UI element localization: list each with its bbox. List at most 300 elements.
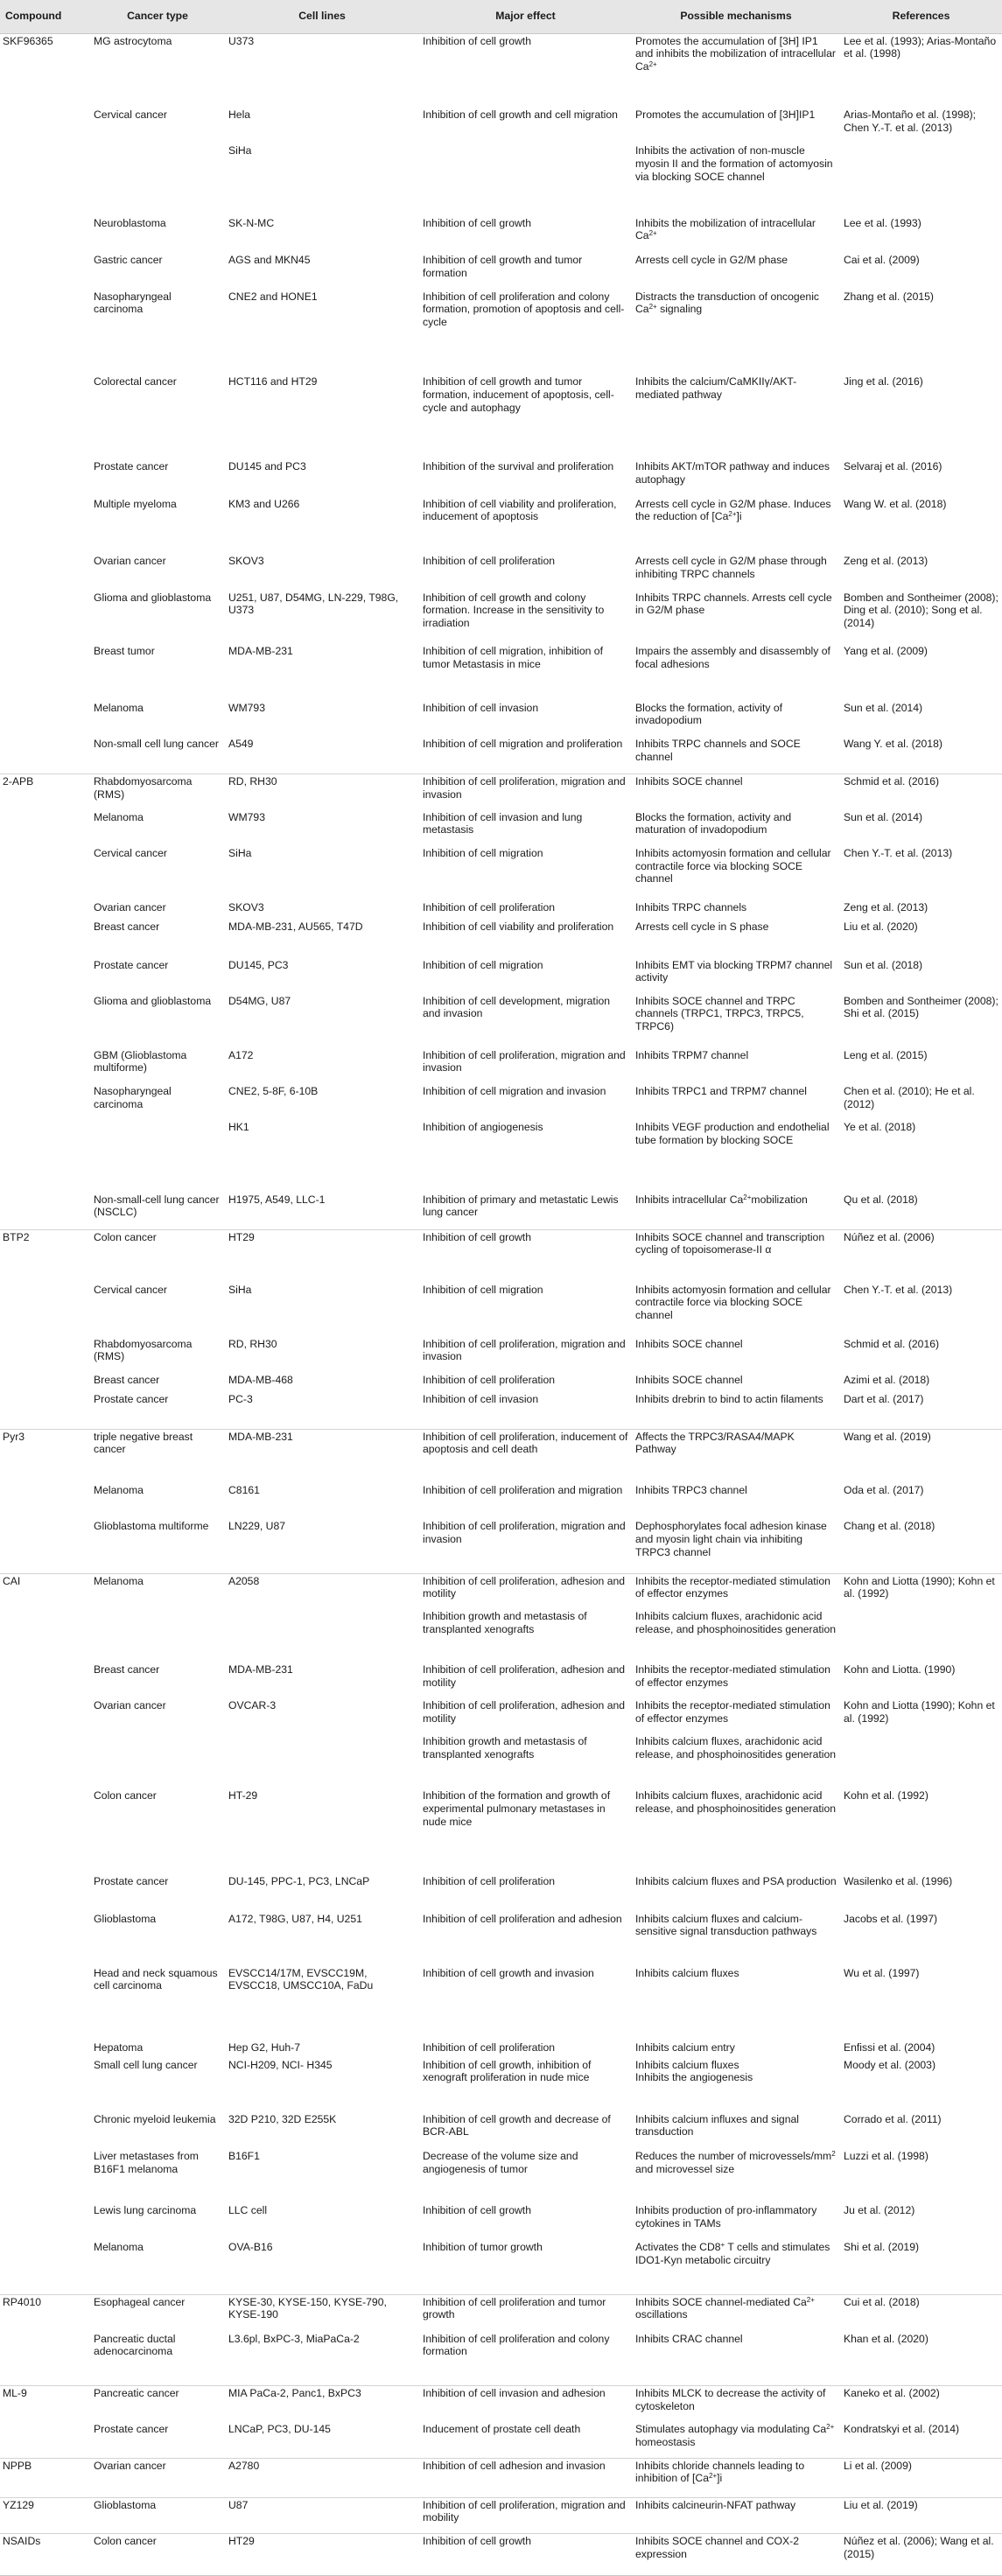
cell-cell-lines [225, 1734, 419, 1788]
cell-mechanism: Inhibits the activation of non-muscle myosin II and the formation of actomyosin via blocking SOCE channel [635, 144, 833, 183]
cell-references: Selvaraj et al. (2016) [844, 460, 942, 473]
cell-compound [0, 1392, 90, 1430]
cell-compound [0, 591, 90, 645]
cell-mechanism: Inhibits TRPM7 channel [635, 1048, 749, 1061]
table-row [0, 1912, 1002, 1966]
cell-cancer-type: Glioma and glioblastoma [94, 994, 212, 1007]
table-row [0, 554, 1002, 590]
cell-references: Qu et al. (2018) [844, 1193, 918, 1206]
cell-compound [0, 1084, 90, 1120]
cell-references: Jing et al. (2016) [844, 375, 923, 388]
table-row [0, 216, 1002, 254]
cell-mechanism: Inhibits TRPC channels and SOCE channel [635, 738, 801, 763]
cell-mechanism: Inhibits TRPC channels [635, 900, 747, 914]
cell-mechanism: Inhibits SOCE channel [632, 774, 840, 810]
cell-compound: CAI [0, 1573, 90, 1609]
cell-mechanism: Inhibits SOCE channel and transcription cycling of topoisomerase-II α [632, 1229, 840, 1283]
cell-major-effect: Inhibition of cell viability and proliferation, inducement of apoptosis [423, 497, 617, 523]
cell-mechanism: Inhibits SOCE channel and COX-2 expression [632, 2533, 840, 2575]
cell-references: Oda et al. (2017) [844, 1484, 924, 1497]
cell-cancer-type: Ovarian cancer [94, 1699, 166, 1712]
table-row [0, 1392, 1002, 1430]
cell-cell-lines: SKOV3 [228, 555, 264, 568]
cell-cancer-type: Cervical cancer [94, 847, 167, 860]
cell-cell-lines: DU145, PC3 [228, 958, 289, 971]
cell-references: Leng et al. (2015) [844, 1048, 928, 1061]
cell-references: Cui et al. (2018) [840, 2294, 1002, 2332]
table-row [0, 108, 1002, 144]
cell-major-effect: Inhibition of cell proliferation and adhesion [423, 1912, 622, 1925]
cell-compound: NSAIDs [0, 2533, 90, 2575]
cell-cancer-type: Melanoma [90, 1573, 225, 1609]
cell-mechanism: Affects the TRPC3/RASA4/MAPK Pathway [632, 1429, 840, 1483]
cell-cell-lines: SKOV3 [228, 900, 264, 914]
table-row [0, 591, 1002, 645]
cell-references: Khan et al. (2020) [844, 2332, 928, 2345]
cell-references: Yang et al. (2009) [844, 645, 928, 658]
cell-compound [0, 1373, 90, 1392]
cell-cell-lines: A172 [228, 1048, 254, 1061]
cell-cancer-type: Breast tumor [94, 645, 155, 658]
cell-references: Kohn and Liotta (1990); Kohn et al. (1992) [840, 1573, 1002, 1609]
cell-compound [0, 253, 90, 289]
cell-references: Bomben and Sontheimer (2008); Shi et al. (2015) [844, 994, 998, 1020]
table-row [0, 994, 1002, 1048]
table-row [0, 253, 1002, 289]
cell-cancer-type: Glioblastoma multiforme [94, 1520, 209, 1533]
table-row [0, 1698, 1002, 1734]
cell-mechanism: Inhibits calcineurin-NFAT pathway [632, 2497, 840, 2533]
cell-mechanism: Stimulates autophagy via modulating $Ca^{2+}$ homeostasis [635, 2422, 835, 2448]
column-header-cancer-type: Cancer type [90, 0, 225, 33]
cell-references: Lee et al. (1993) [844, 216, 921, 229]
table-row [0, 497, 1002, 555]
cell-major-effect: Inhibition of cell proliferation, migration and invasion [423, 1337, 626, 1363]
cell-cancer-type: Prostate cancer [94, 2422, 169, 2435]
cell-cell-lines: RD, RH30 [225, 774, 419, 810]
cell-mechanism: Inhibits TRPC channels. Arrests cell cycle in G2/M phase [635, 591, 832, 617]
cell-references: Liu et al. (2020) [844, 920, 918, 933]
cell-cell-lines: SiHa [228, 847, 252, 860]
cell-cell-lines: HCT116 and HT29 [228, 375, 318, 388]
cell-references: Kohn and Liotta (1990); Kohn et al. (1992) [844, 1699, 995, 1725]
table-row [0, 846, 1002, 900]
cell-cancer-type [90, 144, 225, 215]
table-header-row [0, 0, 1002, 33]
cell-cell-lines: A549 [228, 738, 254, 751]
table-row [0, 2112, 1002, 2150]
cell-references: Kaneko et al. (2002) [840, 2386, 1002, 2422]
cell-cancer-type: Colon cancer [94, 1789, 157, 1802]
cell-major-effect: Inhibition of cell proliferation and migration [423, 1484, 623, 1497]
cell-major-effect: Inhibition of cell proliferation and colony formation [423, 2332, 610, 2358]
cell-references: Corrado et al. (2011) [844, 2112, 942, 2125]
cell-cell-lines: HT29 [225, 2533, 419, 2575]
cell-references: Wang W. et al. (2018) [844, 497, 947, 510]
cell-mechanism: Inhibits calcium fluxes and PSA production [635, 1875, 837, 1888]
table-row [0, 1373, 1002, 1392]
cell-cancer-type: Glioma and glioblastoma [94, 591, 212, 604]
table-row [0, 2294, 1002, 2332]
cell-compound: SKF96365 [3, 34, 53, 47]
cell-cancer-type: Glioblastoma [90, 2497, 225, 2533]
table-row [0, 2203, 1002, 2241]
cell-cancer-type [90, 1120, 225, 1192]
cell-mechanism: Inhibits chloride channels leading to inhibition of $[Ca^{2+}]i$ [632, 2458, 840, 2497]
table-row [0, 2240, 1002, 2294]
cell-major-effect: Inhibition of cell growth and tumor formation [423, 254, 583, 279]
cell-cancer-type: Lewis lung carcinoma [94, 2203, 197, 2216]
cell-major-effect: Inhibition growth and metastasis of transplanted xenografts [423, 1735, 587, 1761]
column-header-major-effect: Major effect [419, 0, 632, 33]
cell-mechanism: Inhibits AKT/mTOR pathway and induces autophagy [635, 460, 830, 486]
cell-cell-lines: U373 [228, 34, 255, 47]
cell-cell-lines: A2780 [225, 2458, 419, 2497]
cell-mechanism: Arrests cell cycle in G2/M phase through inhibiting TRPC channels [635, 555, 827, 580]
cell-compound [0, 900, 90, 920]
cell-major-effect: Inhibition of cell migration and invasion [423, 1084, 606, 1097]
cell-mechanism: Inhibits intracellular $Ca^{2+}mobilization$ [635, 1193, 808, 1206]
cell-major-effect: Inhibition of cell growth [419, 2533, 632, 2575]
cell-major-effect: Inhibition of cell growth and invasion [423, 1966, 594, 1979]
cell-mechanism: Dephosphorylates focal adhesion kinase and myosin light chain via inhibiting TRPC3 channel [635, 1520, 827, 1558]
cell-cell-lines: Hep G2, Huh-7 [228, 2040, 300, 2054]
table-row [0, 2497, 1002, 2533]
cell-compound: RP4010 [0, 2294, 90, 2332]
cell-references: Zeng et al. (2013) [844, 900, 928, 914]
cell-major-effect: Inhibition growth and metastasis of transplanted xenografts [423, 1610, 587, 1635]
cell-major-effect: Inhibition of cell growth, inhibition of xenograft proliferation in nude mice [423, 2058, 592, 2084]
cell-cell-lines: OVA-B16 [228, 2241, 273, 2254]
cell-major-effect: Inhibition of cell migration and proliferation [423, 738, 623, 751]
cell-cancer-type: Melanoma [94, 810, 144, 823]
cell-mechanism: Promotes the accumulation of [3H]IP1 [635, 108, 816, 122]
table-row [0, 2458, 1002, 2497]
cell-mechanism: Inhibits actomyosin formation and cellular contractile force via blocking SOCE channel [635, 1283, 831, 1321]
cell-major-effect: Inhibition of cell proliferation, adhesion and motility [419, 1573, 632, 1609]
cell-major-effect: Inducement of prostate cell death [423, 2422, 581, 2435]
table-row [0, 1120, 1002, 1192]
cell-mechanism: Promotes the accumulation of [3H] IP1 and inhibits the mobilization of intracellular $Ca^{2+}$ [635, 34, 836, 73]
cell-mechanism: Inhibits SOCE channel and TRPC channels (TRPC1, TRPC3, TRPC5, TRPC6) [635, 994, 804, 1033]
cell-cell-lines: SK-N-MC [228, 216, 275, 229]
table-row [0, 2040, 1002, 2058]
cell-mechanism: Inhibits calcium fluxes, arachidonic acid release, and phosphoinositides generation [635, 1610, 837, 1635]
cell-mechanism: Inhibits the mobilization of intracellular $Ca^{2+}$ [635, 216, 816, 242]
cell-references: Wang Y. et al. (2018) [844, 738, 942, 751]
cell-mechanism: Inhibits production of pro-inflammatory cytokines in TAMs [635, 2203, 817, 2230]
cell-mechanism: Inhibits the calcium/CaMKIIγ/AKT-mediated pathway [635, 375, 797, 402]
cell-cancer-type: Cervical cancer [94, 108, 167, 122]
cell-references: Wu et al. (1997) [844, 1966, 920, 1979]
cell-major-effect: Inhibition of cell proliferation, migration and invasion [423, 1048, 626, 1074]
cell-mechanism: Inhibits calcium fluxes, arachidonic acid release, and phosphoinositides generation [635, 1735, 837, 1761]
cell-compound [0, 994, 90, 1048]
cell-major-effect: Inhibition of cell growth and cell migration [423, 108, 618, 122]
cell-references [840, 1734, 1002, 1788]
cell-cancer-type: Colon cancer [90, 2533, 225, 2575]
cell-mechanism: Inhibits drebrin to bind to actin filaments [635, 1392, 823, 1405]
cell-cancer-type: Ovarian cancer [94, 900, 166, 914]
table-row [0, 2533, 1002, 2575]
cell-cell-lines: DU-145, PPC-1, PC3, LNCaP [228, 1875, 370, 1888]
cell-mechanism: Inhibits TRPC1 and TRPM7 channel [635, 1084, 808, 1097]
cell-major-effect: Inhibition of cell proliferation [423, 900, 556, 914]
cell-references: Núñez et al. (2006) [840, 1229, 1002, 1283]
cell-cancer-type: Pancreatic cancer [90, 2386, 225, 2422]
cell-compound [0, 1483, 90, 1519]
cell-mechanism: Inhibits MLCK to decrease the activity of cytoskeleton [632, 2386, 840, 2422]
cell-cancer-type [90, 1734, 225, 1788]
table-row [0, 1662, 1002, 1698]
cell-mechanism: Impairs the assembly and disassembly of focal adhesions [635, 645, 830, 671]
cell-cell-lines: U87 [225, 2497, 419, 2533]
cell-cell-lines: MDA-MB-231 [228, 1662, 293, 1676]
cell-compound [0, 846, 90, 900]
cell-major-effect: Inhibition of cell proliferation [423, 1875, 556, 1888]
cell-major-effect: Inhibition of cell proliferation, migration and mobility [419, 2497, 632, 2533]
table-row [0, 1048, 1002, 1084]
table-row [0, 290, 1002, 375]
cell-major-effect: Inhibition of cell migration, inhibition of tumor Metastasis in mice [423, 645, 603, 671]
cell-compound [0, 2058, 90, 2112]
cell-mechanism: Arrests cell cycle in G2/M phase [635, 254, 788, 267]
cell-major-effect: Inhibition of cell proliferation, adhesion and motility [423, 1662, 626, 1689]
cell-cell-lines: U251, U87, D54MG, LN-229, T98G, U373 [228, 591, 399, 617]
cell-mechanism: Inhibits calcium fluxes Inhibits the angiogenesis [635, 2058, 753, 2084]
cell-major-effect: Inhibition of cell invasion [423, 701, 539, 714]
cell-cell-lines: A2058 [225, 1573, 419, 1609]
cell-compound [0, 290, 90, 375]
cell-cancer-type: Prostate cancer [94, 460, 169, 473]
table-row [0, 459, 1002, 497]
table-row [0, 1874, 1002, 1912]
cell-cancer-type: Colon cancer [90, 1229, 225, 1283]
table-body [0, 33, 1002, 2576]
table-row [0, 900, 1002, 920]
table-row [0, 958, 1002, 994]
cell-major-effect: Inhibition of cell proliferation, migration and invasion [419, 774, 632, 810]
cell-cancer-type: Chronic myeloid leukemia [94, 2112, 216, 2125]
cell-cell-lines [225, 1609, 419, 1662]
table-row [0, 1573, 1002, 1609]
cell-major-effect: Inhibition of cell growth and tumor formation, inducement of apoptosis, cell-cycle and autophagy [423, 375, 614, 414]
cell-cancer-type: Rhabdomyosarcoma (RMS) [90, 774, 225, 810]
cell-major-effect: Inhibition of the survival and proliferation [423, 460, 614, 473]
table-row [0, 2332, 1002, 2386]
column-header-compound: Compound [0, 0, 90, 33]
cell-cell-lines: B16F1 [228, 2150, 260, 2163]
cell-compound [0, 958, 90, 994]
cell-references: Enfissi et al. (2004) [844, 2040, 935, 2054]
table-row [0, 2386, 1002, 2422]
cell-compound [0, 497, 90, 555]
cell-major-effect: Inhibition of cell invasion [423, 1392, 539, 1405]
cell-major-effect: Inhibition of cell proliferation [423, 555, 556, 568]
cell-compound [0, 2203, 90, 2241]
cell-cancer-type: Nasopharyngeal carcinoma [94, 1084, 172, 1110]
cell-compound: YZ129 [0, 2497, 90, 2533]
cell-cancer-type [90, 1609, 225, 1662]
cell-references: Luzzi et al. (1998) [844, 2150, 928, 2163]
cell-major-effect: Inhibition of cell proliferation and tumor growth [419, 2294, 632, 2332]
table-row [0, 1609, 1002, 1662]
cell-cell-lines: Hela [228, 108, 251, 122]
cell-references: Schmid et al. (2016) [840, 774, 1002, 810]
cell-compound: BTP2 [0, 1229, 90, 1283]
cell-mechanism: Distracts the transduction of oncogenic $Ca^{2+}$ signaling [635, 290, 820, 316]
cell-compound [0, 1734, 90, 1788]
cell-major-effect: Inhibition of cell proliferation, inducement of apoptosis and cell death [419, 1429, 632, 1483]
cell-compound [0, 1966, 90, 2040]
cell-mechanism: Inhibits the receptor-mediated stimulation of effector enzymes [635, 1662, 830, 1689]
cell-mechanism: Arrests cell cycle in G2/M phase. Induces the reduction of $[Ca^{2+}]i$ [635, 497, 831, 523]
cell-cell-lines: SiHa [228, 144, 252, 158]
cell-references: Wang et al. (2019) [840, 1429, 1002, 1483]
cell-cell-lines: C8161 [228, 1484, 260, 1497]
cell-major-effect: Inhibition of cell proliferation, migration and invasion [423, 1520, 626, 1545]
table-row [0, 1734, 1002, 1788]
cell-mechanism: Blocks the formation, activity and maturation of invadopodium [635, 810, 792, 836]
cell-cancer-type: Non-small cell lung cancer [94, 738, 219, 751]
cell-references: Ye et al. (2018) [844, 1121, 916, 1134]
table-row [0, 2149, 1002, 2203]
cell-major-effect: Inhibition of cell proliferation, adhesion and motility [423, 1699, 626, 1725]
cell-compound [0, 2149, 90, 2203]
cell-major-effect: Inhibition of cell viability and proliferation [423, 920, 614, 933]
cell-references: Ju et al. (2012) [844, 2203, 915, 2216]
cell-cancer-type: Ovarian cancer [94, 555, 166, 568]
cell-compound [0, 2040, 90, 2058]
table-row [0, 144, 1002, 215]
cell-references: Chen Y.-T. et al. (2013) [844, 847, 953, 860]
cell-major-effect: Inhibition of tumor growth [423, 2241, 543, 2254]
table-row [0, 1966, 1002, 2040]
cell-references [840, 144, 1002, 215]
cell-references: Núñez et al. (2006); Wang et al. (2015) [840, 2533, 1002, 2575]
cell-major-effect: Inhibition of cell growth [419, 1229, 632, 1283]
cell-major-effect: Inhibition of cell growth [423, 34, 531, 47]
cell-cell-lines: MIA PaCa-2, Panc1, BxPC3 [225, 2386, 419, 2422]
cell-cell-lines: PC-3 [228, 1392, 253, 1405]
table-row [0, 1193, 1002, 1230]
cell-cell-lines: CNE2 and HONE1 [228, 290, 318, 303]
cell-references: Jacobs et al. (1997) [844, 1912, 938, 1925]
cell-cell-lines: HT29 [225, 1229, 419, 1283]
cell-mechanism: Inhibits the receptor-mediated stimulation of effector enzymes [635, 1699, 830, 1725]
cell-references: Chang et al. (2018) [844, 1520, 935, 1533]
cell-cell-lines: L3.6pl, BxPC-3, MiaPaCa-2 [228, 2332, 360, 2345]
cell-cancer-type: GBM (Glioblastoma multiforme) [94, 1048, 187, 1074]
cell-compound [0, 2422, 90, 2458]
cell-references: Kondratskyi et al. (2014) [844, 2422, 960, 2435]
cell-compound [0, 737, 90, 774]
table-row [0, 1519, 1002, 1573]
cell-references: Wasilenko et al. (1996) [844, 1875, 953, 1888]
cell-cell-lines: KM3 and U266 [228, 497, 300, 510]
cell-compound [0, 144, 90, 215]
cell-cancer-type: Nasopharyngeal carcinoma [94, 290, 172, 316]
cell-cancer-type: Liver metastases from B16F1 melanoma [94, 2150, 199, 2175]
cell-cell-lines: A172, T98G, U87, H4, U251 [228, 1912, 362, 1925]
table-row [0, 374, 1002, 459]
cell-compound [0, 216, 90, 254]
cell-references: Sun et al. (2018) [844, 958, 923, 971]
cell-references: Chen et al. (2010); He et al. (2012) [844, 1084, 975, 1110]
cell-major-effect: Inhibition of cell migration [423, 958, 543, 971]
cell-cell-lines: DU145 and PC3 [228, 460, 306, 473]
cell-compound: 2-APB [0, 774, 90, 810]
cell-cell-lines: MDA-MB-231, AU565, T47D [228, 920, 363, 933]
column-header-possible-mechanisms: Possible mechanisms [632, 0, 840, 33]
cell-cancer-type: Melanoma [94, 701, 144, 714]
cell-major-effect: Inhibition of cell migration [423, 847, 543, 860]
cell-compound [0, 644, 90, 700]
cell-compound [0, 374, 90, 459]
column-header-references: References [840, 0, 1002, 33]
cell-cancer-type: MG astrocytoma [94, 34, 172, 47]
cell-mechanism: Inhibits SOCE channel [635, 1337, 743, 1350]
cell-cancer-type: Breast cancer [94, 1662, 160, 1676]
cell-references: Liu et al. (2019) [840, 2497, 1002, 2533]
cell-major-effect: Inhibition of cell growth [423, 216, 531, 229]
cell-cancer-type: Prostate cancer [94, 1392, 169, 1405]
cell-cell-lines: NCI-H209, NCI- H345 [228, 2058, 333, 2071]
cell-references: Shi et al. (2019) [844, 2241, 920, 2254]
cell-mechanism: Inhibits calcium fluxes, arachidonic acid release, and phosphoinositides generation [635, 1789, 837, 1815]
cell-references: Arias-Montaño et al. (1998); Chen Y.-T. et al. (2013) [844, 108, 977, 134]
cell-major-effect: Inhibition of primary and metastatic Lewis lung cancer [423, 1193, 619, 1219]
cell-compound [0, 108, 90, 144]
cell-major-effect: Decrease of the volume size and angiogenesis of tumor [423, 2150, 578, 2175]
cell-references: Sun et al. (2014) [844, 701, 923, 714]
cell-cancer-type: Colorectal cancer [94, 375, 177, 388]
cell-compound: Pyr3 [0, 1429, 90, 1483]
cell-major-effect: Inhibition of cell growth and colony formation. Increase in the sensitivity to irradiation [423, 591, 605, 629]
cell-cancer-type: Neuroblastoma [94, 216, 166, 229]
cell-major-effect: Inhibition of cell invasion and adhesion [419, 2386, 632, 2422]
cell-cell-lines: CNE2, 5-8F, 6-10B [228, 1084, 319, 1097]
cell-references: Bomben and Sontheimer (2008); Ding et al. (2010); Song et al. (2014) [844, 591, 998, 629]
table-row [0, 737, 1002, 774]
cell-cell-lines: 32D P210, 32D E255K [228, 2112, 337, 2125]
table-row [0, 33, 1002, 108]
cell-references: Kohn et al. (1992) [844, 1789, 928, 1802]
cell-cancer-type: Prostate cancer [94, 1875, 169, 1888]
table-row [0, 701, 1002, 737]
cell-cancer-type: Non-small-cell lung cancer (NSCLC) [94, 1193, 220, 1219]
cell-mechanism: Inhibits SOCE channel [635, 1373, 743, 1386]
cell-major-effect: Inhibition of cell proliferation [423, 1373, 556, 1386]
cell-major-effect [419, 144, 632, 215]
cell-cell-lines: HK1 [228, 1121, 249, 1134]
cell-major-effect: Inhibition of the formation and growth of experimental pulmonary metastases in nude mice [423, 1789, 611, 1828]
cell-references: Azimi et al. (2018) [844, 1373, 930, 1386]
cell-mechanism: Arrests cell cycle in S phase [635, 920, 769, 933]
cell-cell-lines: EVSCC14/17M, EVSCC19M, EVSCC18, UMSCC10A, FaDu [228, 1966, 374, 1992]
cell-cell-lines: LNCaP, PC3, DU-145 [228, 2422, 331, 2435]
cell-mechanism: Inhibits CRAC channel [635, 2332, 743, 2345]
cell-references: Chen Y.-T. et al. (2013) [844, 1283, 953, 1296]
cell-cancer-type: Pancreatic ductal adenocarcinoma [94, 2332, 176, 2358]
table-row [0, 2058, 1002, 2112]
cell-cancer-type: Esophageal cancer [90, 2294, 225, 2332]
table-row [0, 2422, 1002, 2458]
cell-cell-lines: MDA-MB-231 [225, 1429, 419, 1483]
cell-cancer-type: Melanoma [94, 2241, 144, 2254]
cell-cancer-type: Ovarian cancer [90, 2458, 225, 2497]
cell-cancer-type: Rhabdomyosarcoma (RMS) [94, 1337, 193, 1363]
